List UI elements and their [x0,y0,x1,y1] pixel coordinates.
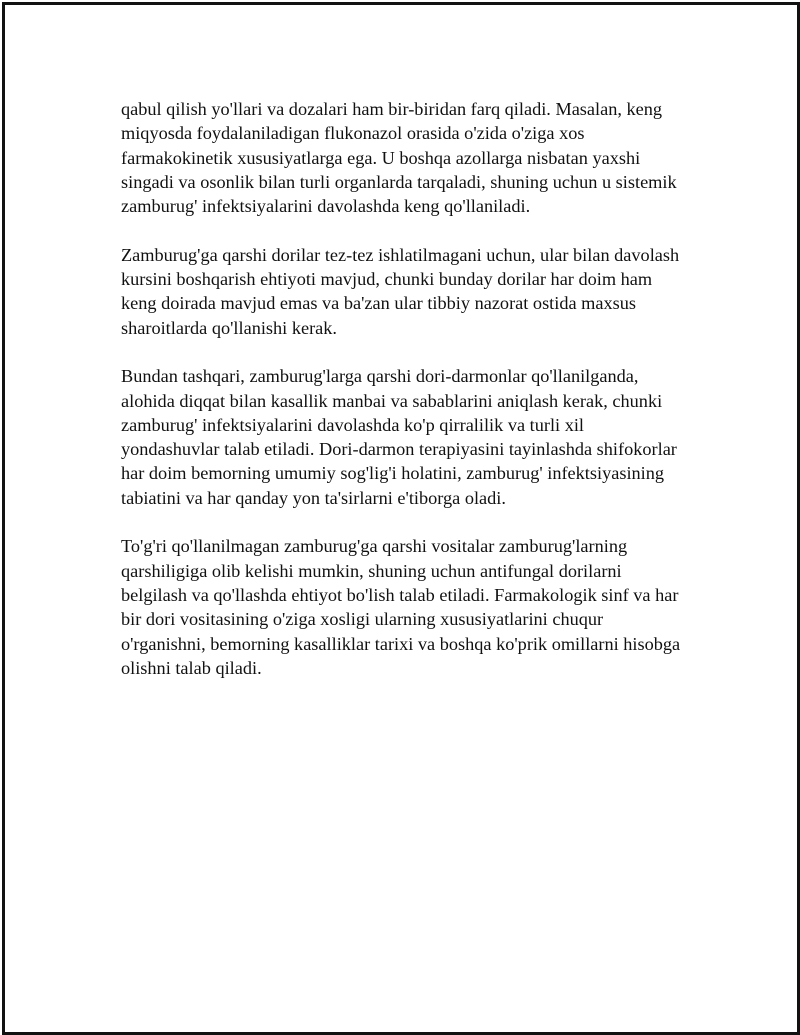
paragraph-4: To'g'ri qo'llanilmagan zamburug'ga qarshi vositalar zamburug'larning qarshiligiga olib kelishi mumkin, shuning uchun antifungal dorilarni belgilash va qo'llashda ehtiyot bo'lish talab etiladi. Farmakologik sinf va har bir dori vositasining o'ziga xosligi ularning xususiyatlarini chuqur o'rganishni, bemorning kasalliklar tarixi va boshqa ko'prik omillarni hisobga olishni talab qiladi. [121,536,681,678]
paragraph-2: Zamburug'ga qarshi dorilar tez-tez ishlatilmagani uchun, ular bilan davolash kursini boshqarish ehtiyoti mavjud, chunki bunday dorilar har doim ham keng doirada mavjud emas va ba'zan ular tibbiy nazorat ostida maxsus sharoitlarda qo'llanishi kerak. [121,244,680,338]
paragraph-3: Bundan tashqari, zamburug'larga qarshi dori-darmonlar qo'llanilganda, alohida diqqat bilan kasallik manbai va sabablarini aniqlash kerak, chunki zamburug' infektsiyalarini davolashda ko'p qirralilik va turli xil yondashuvlar talab etiladi. Dori-darmon terapiyasini tayinlashda shifokorlar har doim bemorning umumiy sog'lig'i holatini, zamburug' infektsiyasining tabiatini va har qanday yon ta'sirlarni e'tiborga oladi. [121,366,677,508]
document-body [121,97,701,704]
document-page [2,2,800,1035]
paragraph-1: qabul qilish yo'llari va dozalari ham bir-biridan farq qiladi. Masalan, keng miqyosda foydalaniladigan flukonazol orasida o'zida o'ziga xos farmakokinetik xususiyatlarga ega. U boshqa azollarga nisbatan yaxshi singadi va osonlik bilan turli organlarda tarqaladi, shuning uchun u sistemik zamburug' infektsiyalarini davolashda keng qo'llaniladi. [121,99,677,217]
